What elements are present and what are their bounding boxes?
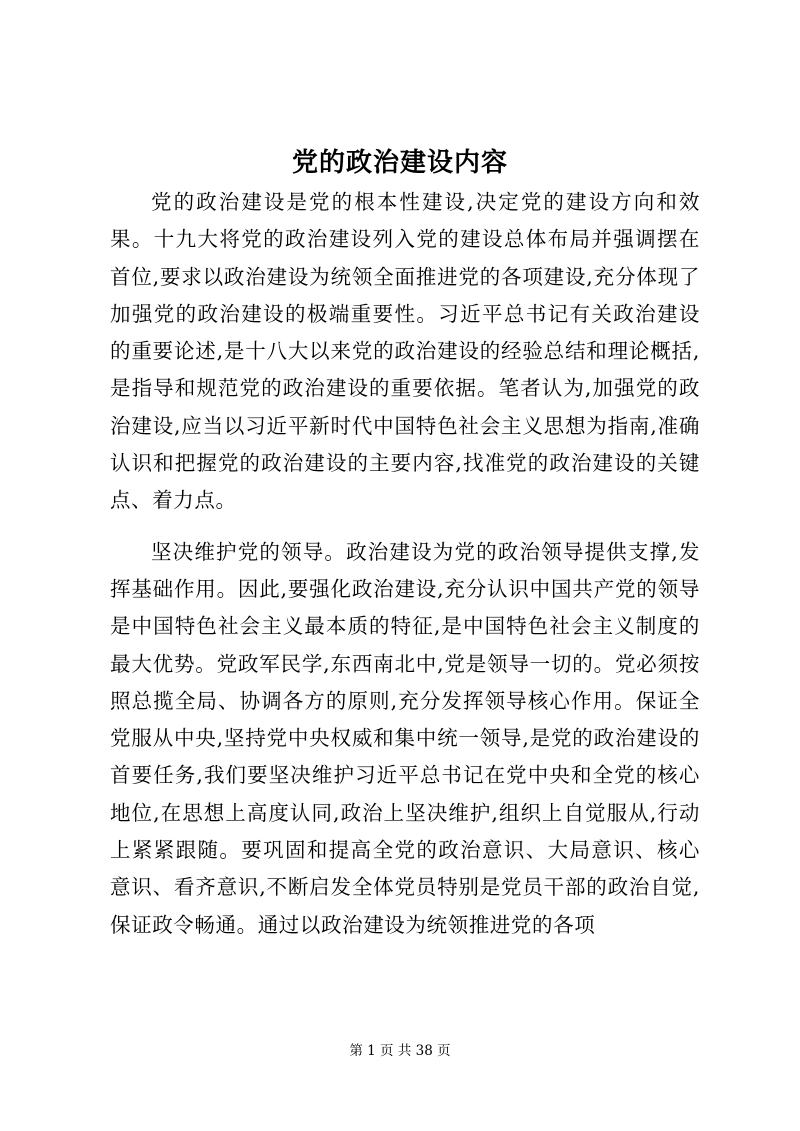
page-footer: 第 1 页 共 38 页 [349, 1043, 451, 1059]
document-body [110, 184, 700, 944]
paragraph-2: 坚决维护党的领导。政治建设为党的政治领导提供支撑,发挥基础作用。因此,要强化政治建设,充分认识中国共产党的领导是中国特色社会主义最本质的特征,是中国特色社会主义制度的最大优势。党政军民学,东西南北中,党是领导一切的。党必须按照总揽全局、协调各方的原则,充分发挥领导核心作用。保证全党服从中央,坚持党中央权威和集中统一领导,是党的政治建设的首要任务,我们要坚决维护习近平总书记在党中央和全党的核心地位,在思想上高度认同,政治上坚决维护,组织上自觉服从,行动上紧紧跟随。要巩固和提高全党的政治意识、大局意识、核心意识、看齐意识,不断启发全体党员特别是党员干部的政治自觉,保证政令畅通。通过以政治建设为统领推进党的各项 [110, 539, 700, 937]
paragraph-spacer [110, 520, 700, 534]
document-title: 党的政治建设内容 [291, 148, 508, 178]
paragraph-1: 党的政治建设是党的根本性建设,决定党的建设方向和效果。十九大将党的政治建设列入党的建设总体布局并强调摆在首位,要求以政治建设为统领全面推进党的各项建设,充分体现了加强党的政治建设的极端重要性。习近平总书记有关政治建设的重要论述,是十八大以来党的政治建设的经验总结和理论概括,是指导和规范党的政治建设的重要依据。笔者认为,加强党的政治建设,应当以习近平新时代中国特色社会主义思想为指南,准确认识和把握党的政治建设的主要内容,找准党的政治建设的关键点、着力点。 [110, 190, 700, 513]
